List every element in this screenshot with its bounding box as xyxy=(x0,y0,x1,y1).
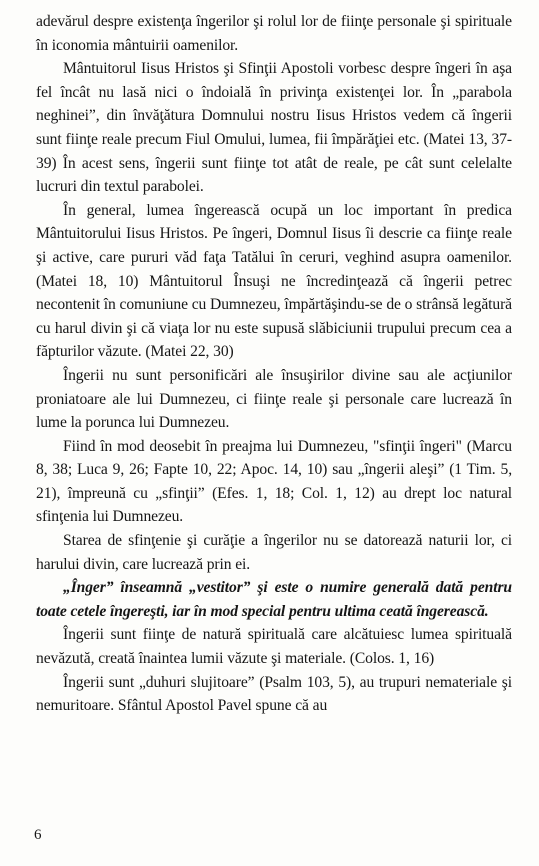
paragraph-8: Îngerii sunt fiinţe de natură spirituală care alcătuiesc lumea spirituală nevăzută, creată înaintea lumii văzute şi materiale. (Colos. 1, 16) xyxy=(36,626,512,668)
paragraph-6: Starea de sfinţenie şi curăţie a îngerilor nu se datorează naturii lor, ci harului divin, care lucrează prin ei. xyxy=(36,532,512,573)
paragraph-1: adevărul despre existenţa îngerilor şi rolul lor de fiinţe personale şi spirituale în iconomia mântuirii oamenilor. xyxy=(36,13,512,54)
paragraph-3: În general, lumea îngerească ocupă un loc important în predica Mântuitorului Iisus Hristos. Pe îngeri, Domnul Iisus îi descrie ca fiinţe reale şi active, care pururi văd faţa Tatălui în ceruri, veghind asupra oamenilor. (Matei 18, 10) Mântuitorul Însuşi ne încredinţează că îngerii petrec necontenit în comuniune cu Dumnezeu, împărtăşindu-se de o strânsă legătură cu harul divin şi că viaţa lor nu este supusă slăbiciunii trupului precum cea a făpturilor văzute. (Matei 22, 30) xyxy=(36,201,512,361)
paragraph-9: Îngerii sunt „duhuri slujitoare” (Psalm 103, 5), au trupuri nemateriale şi nemuritoare. Sfântul Apostol Pavel spune că au xyxy=(36,673,512,715)
paragraph-4: Îngerii nu sunt personificări ale însuşirilor divine sau ale acţiunilor proniatoare ale lui Dumnezeu, ci fiinţe reale şi personale care lucrează în lume la porunca lui Dumnezeu. xyxy=(36,366,512,432)
page-number: 6 xyxy=(34,827,42,843)
page-body-text xyxy=(36,10,512,718)
definition-paragraph: „Înger” înseamnă „vestitor” şi este o numire generală dată pentru toate cetele îngereşti, iar în mod special pentru ultima ceată îngerească. xyxy=(36,579,512,620)
paragraph-2: Mântuitorul Iisus Hristos şi Sfinţii Apostoli vorbesc despre îngeri în aşa fel încât nu lasă nici o îndoială în privinţa existenţei lor. În „parabola neghinei”, din învăţătura Domnului nostru Iisus Hristos vedem că îngerii sunt fiinţe reale precum Fiul Omului, lumea, fii împărăţiei etc. (Matei 13, 37-39) În acest sens, îngerii sunt fiinţe tot atât de reale, pe cât sunt celelalte lucruri din textul parabolei. xyxy=(36,60,512,196)
paragraph-5: Fiind în mod deosebit în preajma lui Dumnezeu, "sfinţii îngeri" (Marcu 8, 38; Luca 9, 26; Fapte 10, 22; Apoc. 14, 10) sau „îngerii aleşi” (1 Tim. 5, 21), împreună cu „sfinţii” (Efes. 1, 18; Col. 1, 12) au drept loc natural sfinţenia lui Dumnezeu. xyxy=(36,437,512,526)
